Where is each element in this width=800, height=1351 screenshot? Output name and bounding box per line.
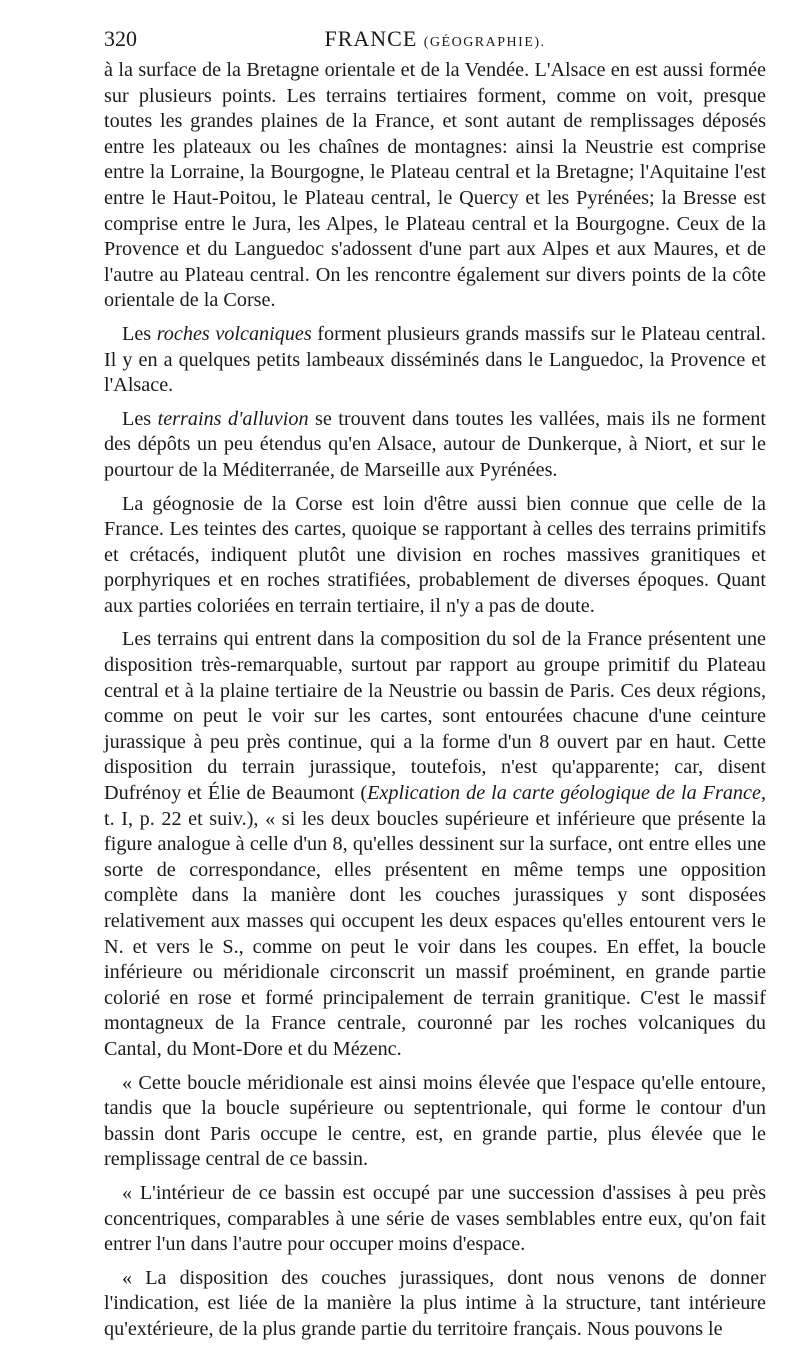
paragraph xyxy=(104,1266,766,1343)
paragraph-text: à la surface de la Bretagne orientale et de la Vendée. L'Alsace en est aussi formée sur plusieurs points. Les terrains tertiaires forment, comme on voit, presque toutes les grandes plaines de la France, et sont autant de remplissages déposés entre les plateaux ou les chaînes de montagnes: ainsi la Neustrie est comprise entre la Lorraine, la Bourgogne, le Plateau central et la Bretagne; l'Aquitaine l'est entre le Haut-Poitou, le Plateau central, le Quercy et les Pyrénées; la Bresse est comprise entre le Jura, les Alpes, le Plateau central et la Bourgogne. Ceux de la Provence et du Languedoc s'adossent d'une part aux Alpes et aux Maures, et de l'autre au Plateau central. On les rencontre également sur divers points de la côte orientale de la Corse. xyxy=(104,59,766,312)
paragraph-text: forment plusieurs grands massifs sur le Plateau central. Il y en a quelques petits lambeaux disséminés dans le Languedoc, la Provence et l'Alsace. xyxy=(104,322,766,397)
paragraph-text: Les terrains qui entrent dans la composition du sol de la France présentent une disposition très-remarquable, surtout par rapport au groupe primitif du Plateau central et à la plaine tertiaire de la Neustrie ou bassin de Paris. Ces deux régions, comme on peut le voir sur les cartes, sont entourées chacune d'une ceinture jurassique à peu près continue, qui a la forme d'un 8 ouvert par en haut. Cette disposition du terrain jurassique, toutefois, n'est qu'apparente; car, disent Dufrénoy et Élie de Beaumont ( xyxy=(104,628,766,805)
italic-citation: Explication de la carte géologique de la France xyxy=(367,782,761,805)
book-page xyxy=(104,22,766,1351)
running-title-main: FRANCE xyxy=(324,26,418,51)
paragraph-text: « L'intérieur de ce bassin est occupé par une succession d'assises à peu près concentriques, comparables à une série de vases semblables entre eux, qu'on fait entrer l'un dans l'autre pour occuper moins d'espace. xyxy=(104,1181,766,1256)
paragraph-text: « Cette boucle méridionale est ainsi moins élevée que l'espace qu'elle entoure, tandis que la boucle supérieure ou septentrionale, qui forme le contour d'un bassin dont Paris occupe le centre, est, en grande partie, plus élevée que le remplissage central de ce bassin. xyxy=(104,1071,766,1171)
paragraph-text: se trouvent dans toutes les vallées, mais ils ne forment des dépôts un peu étendus qu'en Alsace, autour de Dunkerque, à Niort, et sur le pourtour de la Méditerranée, de Marseille aux Pyrénées. xyxy=(104,407,766,481)
paragraph xyxy=(104,407,766,484)
page-header xyxy=(104,22,766,58)
running-title xyxy=(104,26,766,52)
paragraph-text: Les xyxy=(122,407,158,430)
paragraph xyxy=(104,1071,766,1173)
body-text xyxy=(104,58,766,1343)
italic-term: roches volcaniques xyxy=(156,322,312,345)
paragraph xyxy=(104,1181,766,1258)
paragraph xyxy=(104,627,766,1062)
paragraph xyxy=(104,492,766,620)
paragraph-text: La géognosie de la Corse est loin d'être aussi bien connue que celle de la France. Les teintes des cartes, quoique se rapportant à celles des terrains primitifs et crétacés, indiquent plutôt une division en roches massives granitiques et porphyriques et en roches stratifiées, probablement de diverses époques. Quant aux parties coloriées en terrain tertiaire, il n'y a pas de doute. xyxy=(104,492,766,617)
paragraph-text: , t. I, p. 22 et suiv.), « si les deux boucles supérieure et inférieure que présente la figure analogue à celle d'un 8, qu'elles dessinent sur la surface, ont entre elles une sorte de correspondance, elles présentent en même temps une opposition complète dans la manière dont les couches jurassiques y sont disposées relativement aux masses qui occupent les deux espaces qu'elles entourent vers le N. et vers le S., comme on peut le voir dans les coupes. En effet, la boucle inférieure ou méridionale circonscrit un massif proéminent, en grande partie colorié en rose et formé principalement de terrain granitique. C'est le massif montagneux de la France centrale, couronné par les roches volcaniques du Cantal, du Mont-Dore et du Mézenc. xyxy=(104,782,766,1060)
paragraph-text: « La disposition des couches jurassiques, dont nous venons de donner l'indication, est liée de la manière la plus intime à la structure, tant intérieure qu'extérieure, de la plus grande partie du territoire français. Nous pouvons le xyxy=(104,1266,766,1340)
running-title-sub: (GÉOGRAPHIE). xyxy=(423,35,546,50)
italic-term: terrains d'alluvion xyxy=(157,407,309,430)
paragraph xyxy=(104,322,766,399)
paragraph-text: Les xyxy=(122,322,157,345)
paragraph xyxy=(104,58,766,314)
page-number: 320 xyxy=(104,26,137,51)
